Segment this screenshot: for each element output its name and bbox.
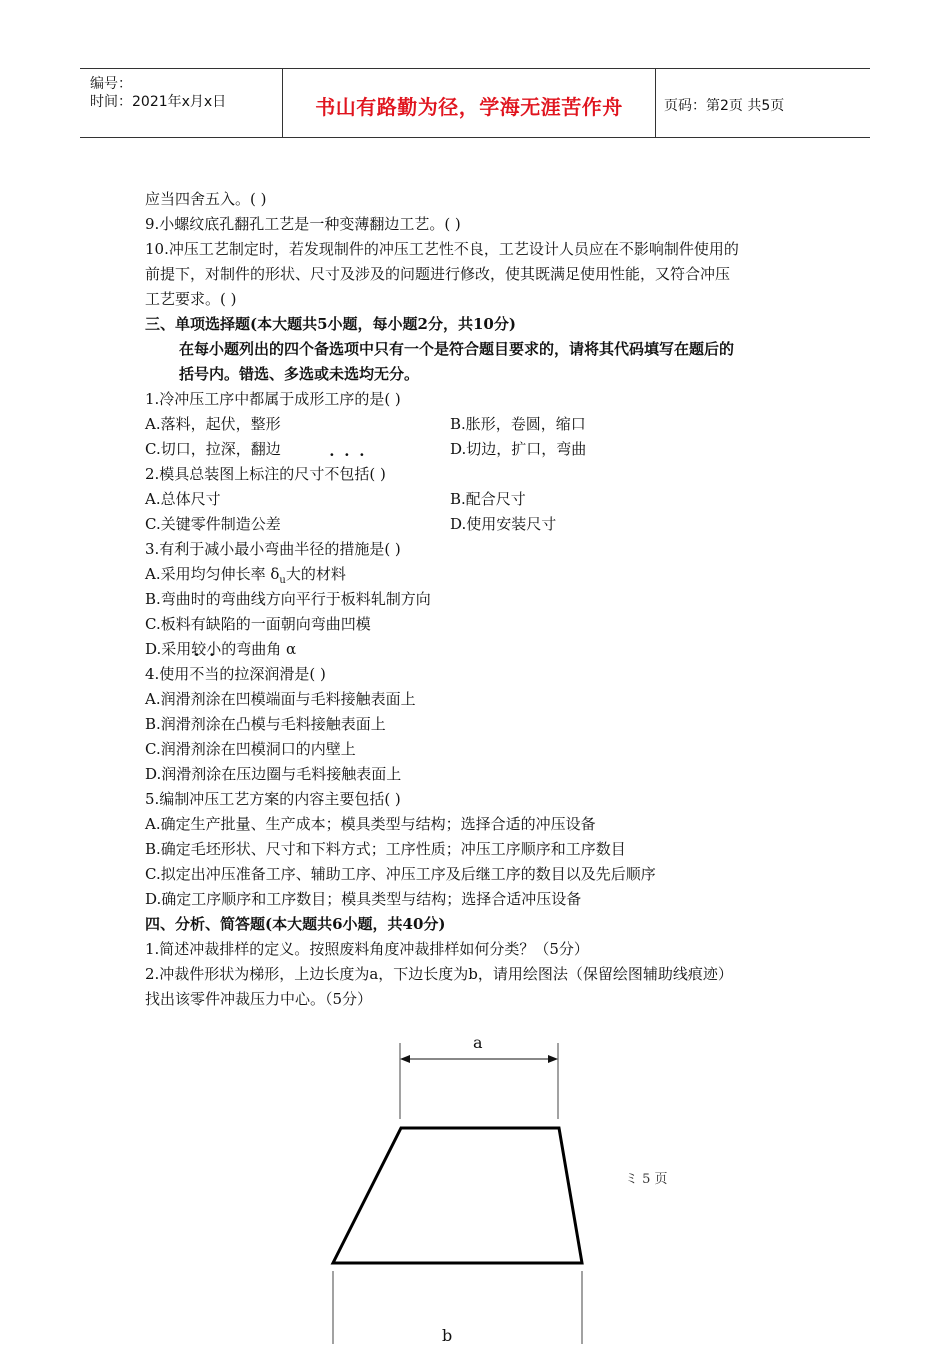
- option-text: A.采用均匀伸长率 δ: [145, 565, 280, 583]
- text-line: 9.小螺纹底孔翻孔工艺是一种变薄翻边工艺。( ): [145, 215, 461, 233]
- section-3-instruction: 在每小题列出的四个备选项中只有一个是符合题目要求的，请将其代码填写在题后的: [179, 340, 735, 358]
- stem-text: 4.使用: [145, 665, 190, 683]
- emphasis-char: 包: [339, 465, 355, 483]
- section-3-instruction: 括号内。错选、多选或未选均无分。: [179, 365, 420, 383]
- trapezoid-shape: [333, 1128, 582, 1263]
- option-a: A.润滑剂涂在凹模端面与毛料接触表面上: [145, 690, 416, 708]
- stem-text: 的拉深润滑是( ): [219, 665, 326, 683]
- option-row: [145, 437, 815, 462]
- header-page-cell: [655, 69, 870, 137]
- question-stem: [145, 462, 815, 487]
- text-line: 10.冲压工艺制定时，若发现制件的冲压工艺性不良，工艺设计人员应在不影响制件使用的: [145, 240, 739, 258]
- option-d: D.润滑剂涂在压边圈与毛料接触表面上: [145, 765, 402, 783]
- motto-text: 书山有路勤为径，学海无涯苦作舟: [315, 95, 623, 119]
- option-b: B.配合尺寸: [450, 490, 526, 508]
- text-line: 工艺要求。( ): [145, 290, 237, 308]
- option-c: C.润滑剂涂在凹模洞口的内壁上: [145, 740, 356, 758]
- option-b: B.弯曲时的弯曲线方向平行于板料轧制方向: [145, 590, 431, 608]
- header-motto-cell: [282, 69, 656, 137]
- question-stem: 1.冷冲压工序中都属于成形工序的是( ): [145, 390, 401, 408]
- document-number-label: 编号：: [90, 76, 132, 92]
- emphasis-char: 不: [324, 465, 340, 483]
- option-text: 大的材料: [285, 565, 346, 583]
- option-d: D.切边，扩口，弯曲: [450, 440, 587, 458]
- page-info: 页码：第2页 共5页: [664, 98, 785, 114]
- option-b: B.胀形，卷圆，缩口: [450, 415, 586, 433]
- question-stem: 5.编制冲压工艺方案的内容主要包括( ): [145, 790, 401, 808]
- option-d: D.确定工序顺序和工序数目；模具类型与结构；选择合适冲压设备: [145, 890, 582, 908]
- question-stem: [145, 662, 815, 687]
- option-a: A.确定生产批量、生产成本；模具类型与结构；选择合适的冲压设备: [145, 815, 596, 833]
- option-c: C.拟定出冲压准备工序、辅助工序、冲压工序及后继工序的数目以及先后顺序: [145, 865, 656, 883]
- section-4-title: 四、分析、简答题(本大题共6小题，共40分): [145, 915, 446, 933]
- option-a: [145, 562, 815, 587]
- dimension-label-b: b: [442, 1326, 453, 1345]
- trapezoid-figure: [300, 1015, 640, 1344]
- emphasis-char: 不: [189, 665, 205, 683]
- option-a: A.落料，起伏，整形: [145, 415, 281, 433]
- option-a: A.总体尺寸: [145, 490, 221, 508]
- option-c: C.切口，拉深，翻边: [145, 440, 281, 458]
- option-c: C.板料有缺陷的一面朝向弯曲凹模: [145, 615, 371, 633]
- dimension-label-a: a: [473, 1033, 483, 1052]
- option-row: [145, 412, 815, 437]
- option-row: [145, 487, 815, 512]
- stray-page-fragment: ミ 5 页: [625, 1172, 668, 1187]
- option-d: D.使用安装尺寸: [450, 515, 557, 533]
- option-b: B.确定毛坯形状、尺寸和下料方式；工序性质；冲压工序顺序和工序数目: [145, 840, 626, 858]
- option-row: [145, 512, 815, 537]
- page-header: [80, 68, 870, 138]
- header-meta-cell: [80, 69, 282, 137]
- question-stem: 3.有利于减小最小弯曲半径的措施是( ): [145, 540, 401, 558]
- trapezoid-diagram: [300, 1015, 640, 1344]
- option-d: D.采用较小的弯曲角 α: [145, 640, 297, 658]
- question-stem: 1.简述冲裁排样的定义。按照废料角度冲裁排样如何分类？（5分）: [145, 940, 589, 958]
- text-line: 应当四舍五入。( ): [145, 190, 267, 208]
- section-3-title: 三、单项选择题(本大题共5小题，每小题2分，共10分): [145, 315, 516, 333]
- option-b: B.润滑剂涂在凸模与毛料接触表面上: [145, 715, 386, 733]
- stem-text: 2.模具总装图上标注的尺寸: [145, 465, 325, 483]
- emphasis-char: 当: [204, 665, 220, 683]
- stem-text: ( ): [369, 465, 386, 483]
- document-body: [145, 187, 815, 1012]
- document-date: 时间：2021年x月x日: [90, 94, 227, 110]
- emphasis-char: 括: [354, 465, 370, 483]
- text-line: 前提下，对制件的形状、尺寸及涉及的问题进行修改，使其既满足使用性能，又符合冲压: [145, 265, 731, 283]
- subscript: u: [279, 575, 286, 586]
- question-stem: 找出该零件冲裁压力中心。（5分）: [145, 990, 373, 1008]
- option-c: C.关键零件制造公差: [145, 515, 281, 533]
- question-stem: 2.冲裁件形状为梯形，上边长度为a，下边长度为b，请用绘图法（保留绘图辅助线痕迹）: [145, 965, 733, 983]
